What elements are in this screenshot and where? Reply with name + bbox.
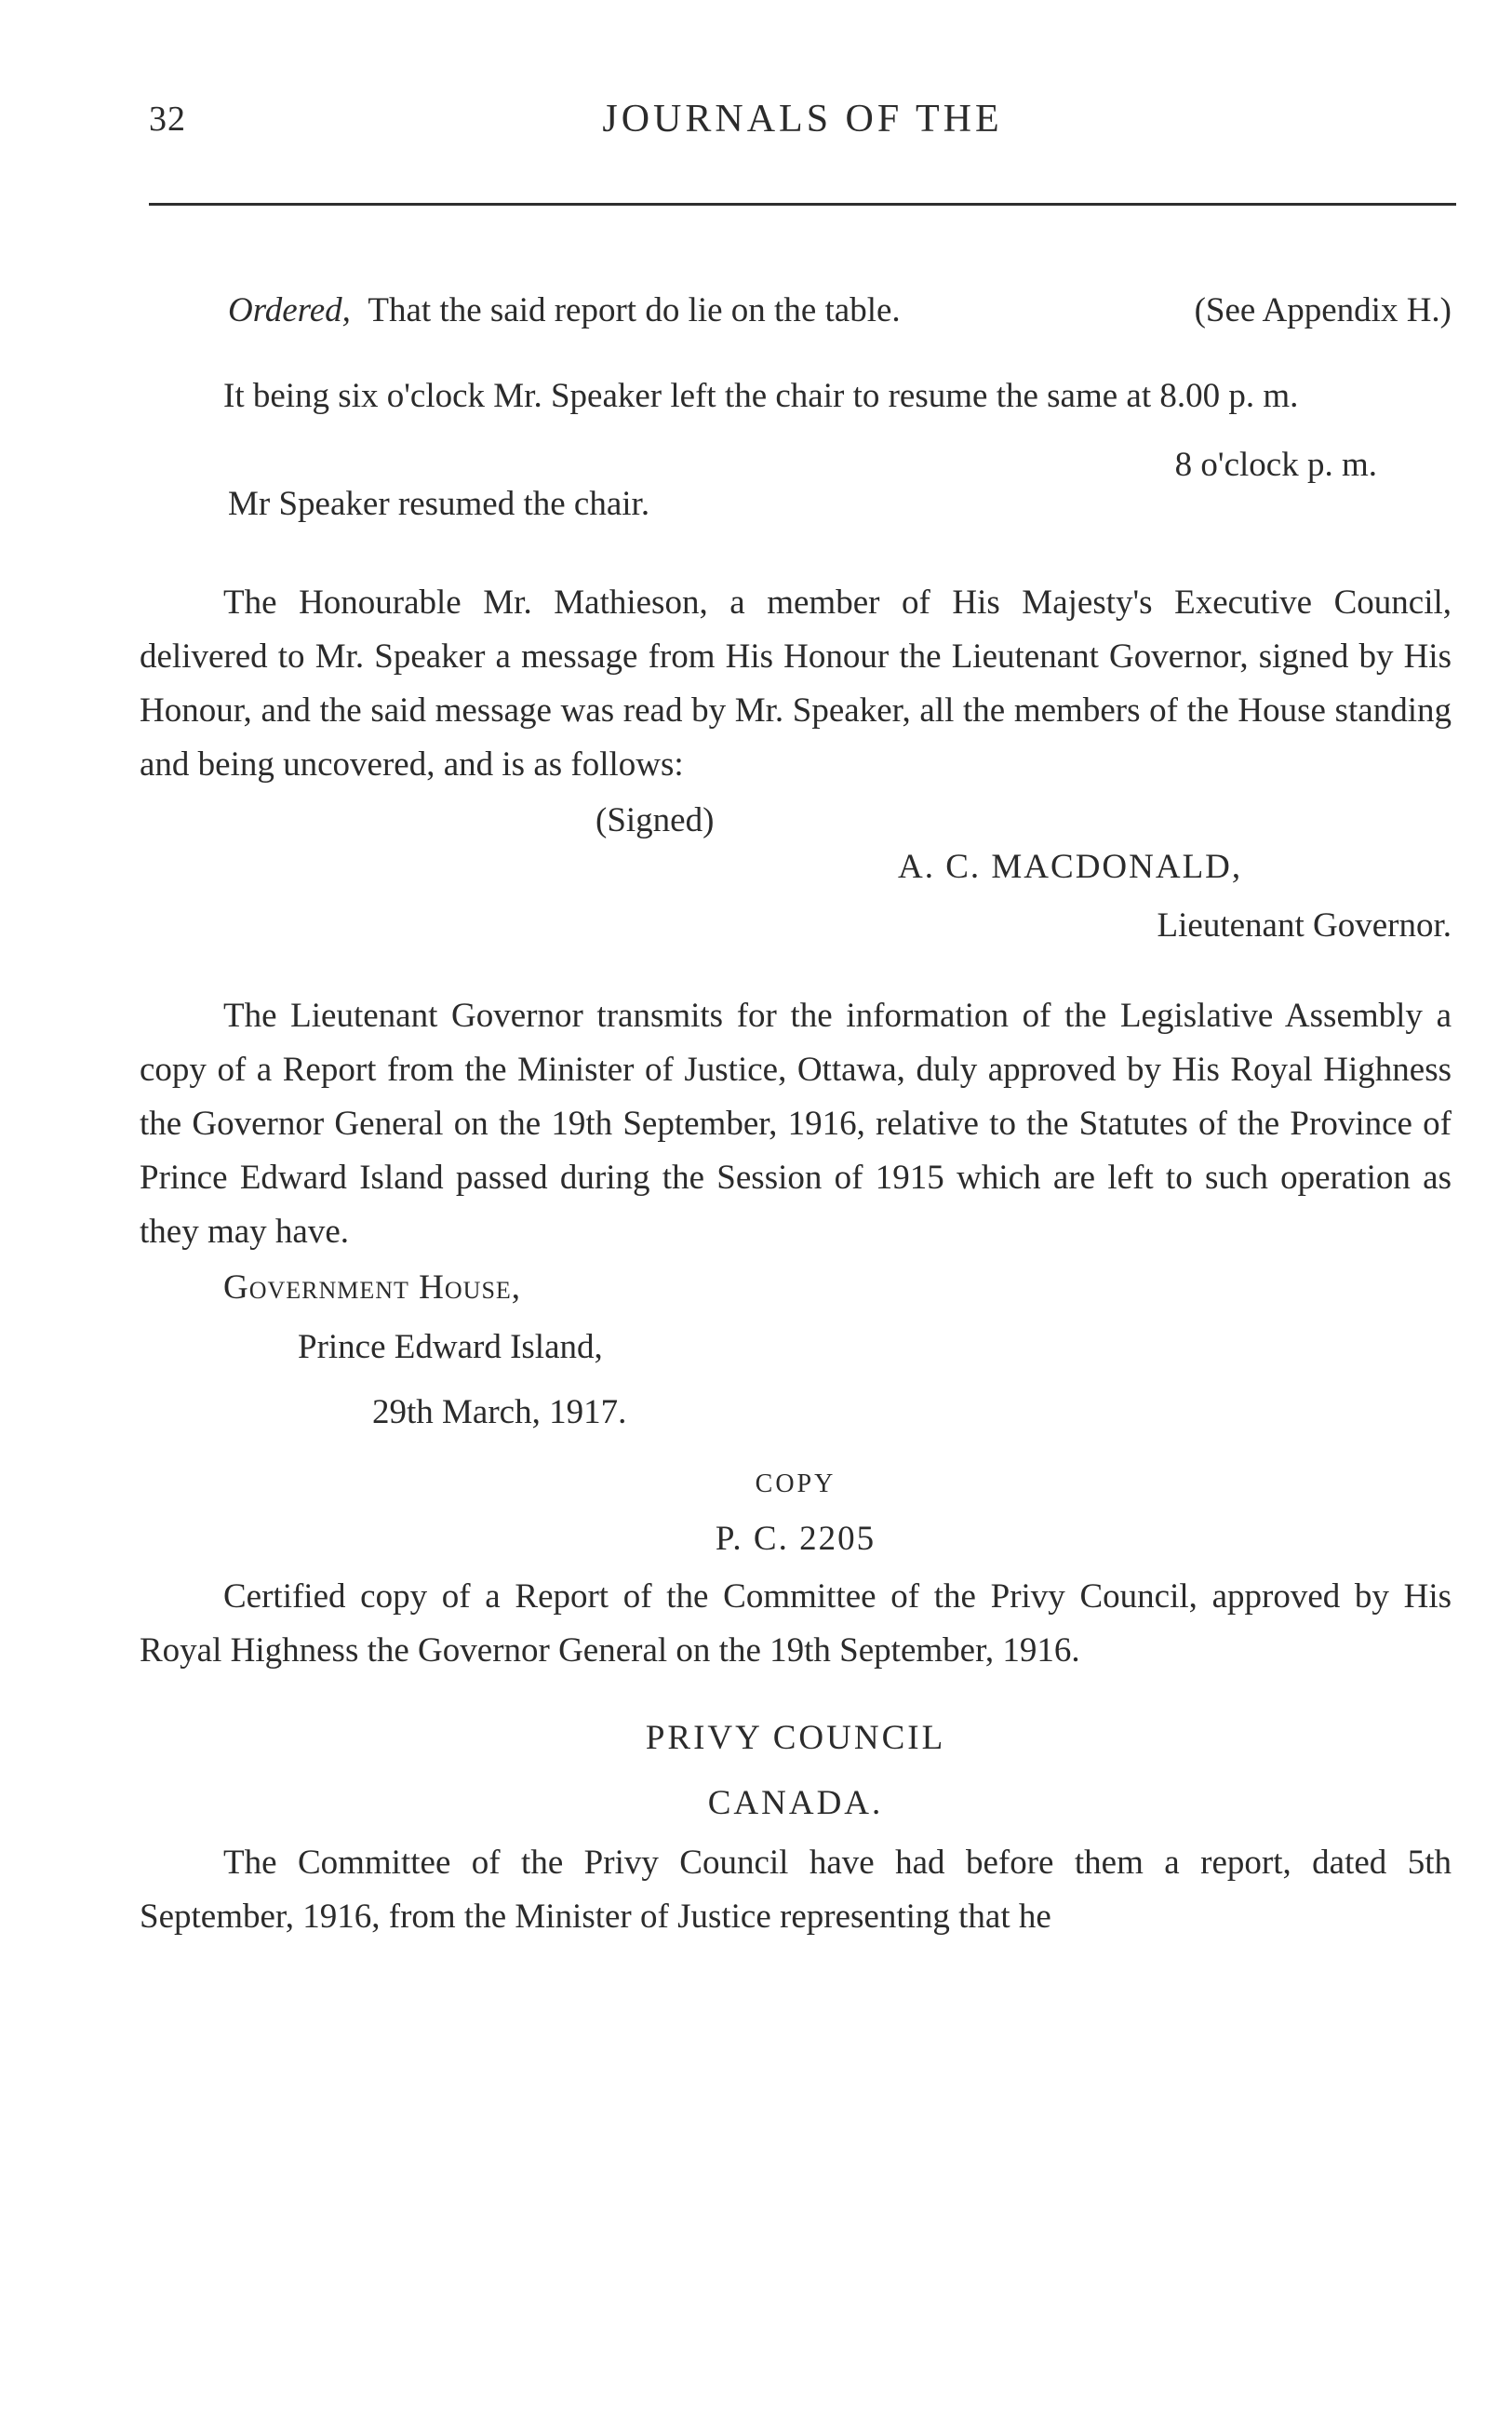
certified-copy-paragraph: Certified copy of a Report of the Committee of the Privy Council, approved by His Royal Highness the Governor General on the 19th September, 1916. [140, 1577, 1452, 1670]
speaker-resumed-entry: Mr Speaker resumed the chair. [228, 485, 650, 523]
address-line-government-house: Government House, [223, 1268, 522, 1307]
page-header [149, 93, 1456, 158]
ordered-entry [140, 284, 1452, 338]
page-body [140, 284, 1452, 1944]
address-line-date: 29th March, 1917. [372, 1393, 627, 1431]
signer-name: A. C. MACDONALD, [898, 848, 1243, 886]
signed-label: (Signed) [595, 801, 715, 839]
six-oclock-entry: It being six o'clock Mr. Speaker left the chair to resume the same at 8.00 p. m. [223, 377, 1299, 415]
ordered-sentence [228, 284, 901, 338]
committee-report-paragraph: The Committee of the Privy Council have had before them a report, dated 5th September, 1916, from the Minister of Justice representing that he [140, 1844, 1452, 1936]
signer-title: Lieutenant Governor. [1157, 906, 1452, 945]
privy-council-number: P. C. 2205 [715, 1520, 876, 1558]
running-title: JOURNALS OF THE [602, 98, 1003, 141]
ordered-label: Ordered, [228, 291, 351, 329]
message-intro-paragraph: The Honourable Mr. Mathieson, a member of His Majesty's Executive Council, delivered to Mr. Speaker a message from His Honour the Lieutenant Governor, signed by His Honour, and the said message was read by Mr. Speaker, all the members of the House standing and being uncovered, and is as follows: [140, 584, 1452, 784]
appendix-reference: (See Appendix H.) [1194, 291, 1452, 329]
message-body-paragraph: The Lieutenant Governor transmits for the information of the Legislative Assembly a copy of a Report from the Minister of Justice, Ottawa, duly approved by His Royal Highness the Governor General on the 19th September, 1916, relative to the Statutes of the Province of Prince Edward Island passed during the Session of 1915 which are left to such operation as they may have. [140, 997, 1452, 1251]
copy-label: COPY [755, 1469, 836, 1498]
address-line-province: Prince Edward Island, [298, 1328, 603, 1366]
canada-heading: CANADA. [707, 1784, 884, 1822]
privy-council-heading: PRIVY COUNCIL [645, 1719, 946, 1757]
ordered-text: That the said report do lie on the table. [368, 291, 901, 329]
page-number: 32 [149, 100, 186, 139]
header-rule [149, 203, 1456, 206]
eight-oclock-time: 8 o'clock p. m. [1174, 446, 1377, 484]
